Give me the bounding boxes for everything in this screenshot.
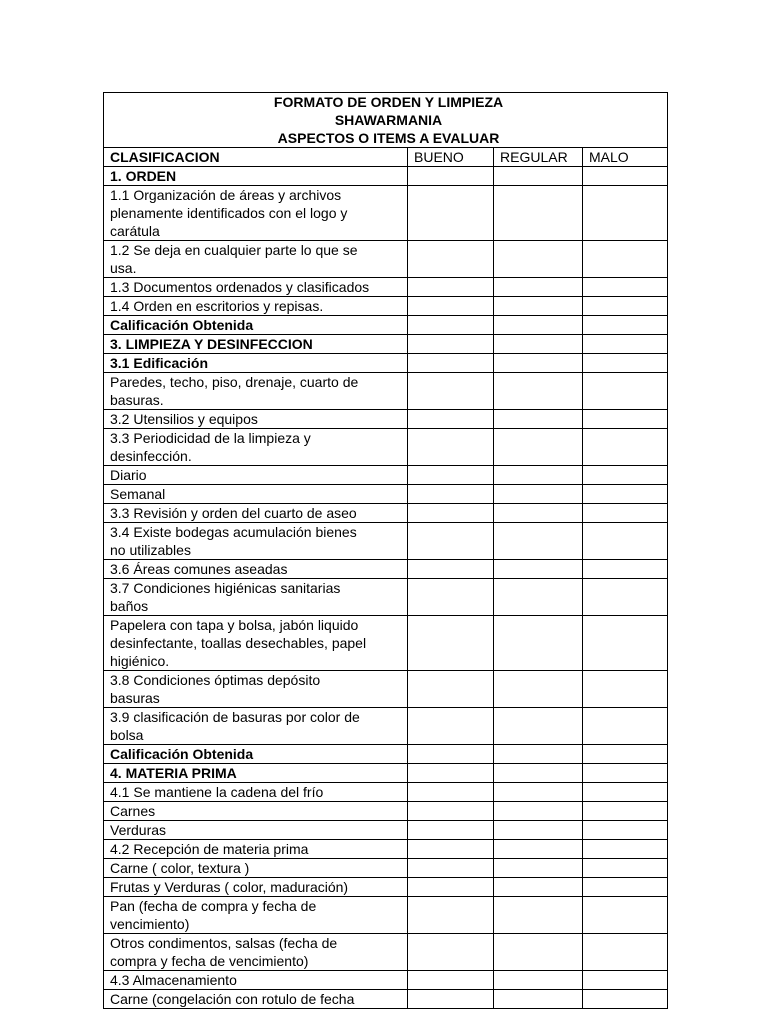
item-label-line: 4.2 Recepción de materia prima <box>110 841 309 857</box>
item-label <box>104 840 408 859</box>
rating-cell-regular[interactable] <box>494 840 583 859</box>
item-label-line: desinfección. <box>110 448 192 464</box>
item-label-line: basuras <box>110 690 160 706</box>
rating-cell-bueno[interactable] <box>408 335 494 354</box>
rating-cell-bueno[interactable] <box>408 485 494 504</box>
table-row <box>104 335 668 354</box>
rating-cell-regular[interactable] <box>494 764 583 783</box>
item-label <box>104 429 408 466</box>
item-label-line: 4. MATERIA PRIMA <box>110 765 237 781</box>
rating-cell-bueno[interactable] <box>408 297 494 316</box>
item-label-line: no utilizables <box>110 542 191 558</box>
rating-cell-malo[interactable] <box>583 354 668 373</box>
item-label <box>104 708 408 745</box>
rating-cell-regular[interactable] <box>494 167 583 186</box>
rating-cell-regular[interactable] <box>494 241 583 278</box>
evaluation-form <box>103 92 667 1009</box>
item-label <box>104 878 408 897</box>
item-label <box>104 523 408 560</box>
item-label <box>104 504 408 523</box>
item-label <box>104 802 408 821</box>
rating-cell-regular[interactable] <box>494 560 583 579</box>
rating-cell-regular[interactable] <box>494 971 583 990</box>
rating-cell-regular[interactable] <box>494 186 583 241</box>
item-label <box>104 560 408 579</box>
rating-cell-malo[interactable] <box>583 373 668 410</box>
title-line-3: ASPECTOS O ITEMS A EVALUAR <box>277 130 500 146</box>
item-label-line: Semanal <box>110 486 166 502</box>
table-row <box>104 410 668 429</box>
item-label-line: Frutas y Verduras ( color, maduración) <box>110 879 349 895</box>
rating-cell-malo[interactable] <box>583 934 668 971</box>
table-row <box>104 373 668 410</box>
column-header-regular: REGULAR <box>494 148 583 167</box>
table-row <box>104 783 668 802</box>
rating-cell-malo[interactable] <box>583 186 668 241</box>
rating-cell-malo[interactable] <box>583 504 668 523</box>
rating-cell-regular[interactable] <box>494 278 583 297</box>
item-label-line: carátula <box>110 223 160 239</box>
table-row <box>104 354 668 373</box>
rating-cell-malo[interactable] <box>583 241 668 278</box>
rating-cell-regular[interactable] <box>494 485 583 504</box>
table-row <box>104 186 668 241</box>
rating-cell-bueno[interactable] <box>408 616 494 671</box>
rating-cell-regular[interactable] <box>494 897 583 934</box>
item-label-line: 3.8 Condiciones óptimas depósito <box>110 672 321 688</box>
form-title <box>104 93 668 148</box>
rating-cell-malo[interactable] <box>583 671 668 708</box>
rating-cell-malo[interactable] <box>583 316 668 335</box>
rating-cell-regular[interactable] <box>494 429 583 466</box>
item-label-line: bolsa <box>110 727 144 743</box>
rating-cell-bueno[interactable] <box>408 167 494 186</box>
rating-cell-bueno[interactable] <box>408 934 494 971</box>
item-label <box>104 745 408 764</box>
item-label-line: 3.6 Áreas comunes aseadas <box>110 561 288 577</box>
table-row <box>104 934 668 971</box>
rating-cell-malo[interactable] <box>583 466 668 485</box>
item-label-line: Otros condimentos, salsas (fecha de <box>110 935 338 951</box>
rating-cell-regular[interactable] <box>494 523 583 560</box>
rating-cell-malo[interactable] <box>583 167 668 186</box>
rating-cell-bueno[interactable] <box>408 373 494 410</box>
table-row <box>104 278 668 297</box>
item-label-line: compra y fecha de vencimiento) <box>110 953 309 969</box>
item-label-line: Diario <box>110 467 147 483</box>
item-label <box>104 373 408 410</box>
table-row <box>104 708 668 745</box>
rating-cell-malo[interactable] <box>583 485 668 504</box>
item-label-line: Calificación Obtenida <box>110 746 254 762</box>
item-label <box>104 278 408 297</box>
rating-cell-regular[interactable] <box>494 783 583 802</box>
item-label-line: Verduras <box>110 822 167 838</box>
item-label-line: 3. LIMPIEZA Y DESINFECCION <box>110 336 313 352</box>
item-label-line: Pan (fecha de compra y fecha de <box>110 898 317 914</box>
rating-cell-bueno[interactable] <box>408 466 494 485</box>
item-label-line: usa. <box>110 260 137 276</box>
table-row <box>104 802 668 821</box>
rating-cell-regular[interactable] <box>494 410 583 429</box>
rating-cell-regular[interactable] <box>494 859 583 878</box>
rating-cell-malo[interactable] <box>583 410 668 429</box>
rating-cell-bueno[interactable] <box>408 241 494 278</box>
rating-cell-bueno[interactable] <box>408 859 494 878</box>
title-row <box>104 93 668 148</box>
rating-cell-regular[interactable] <box>494 579 583 616</box>
rating-cell-bueno[interactable] <box>408 278 494 297</box>
rating-cell-regular[interactable] <box>494 934 583 971</box>
table-row <box>104 821 668 840</box>
table-row <box>104 840 668 859</box>
table-row <box>104 878 668 897</box>
rating-cell-bueno[interactable] <box>408 971 494 990</box>
item-label-line: 3.2 Utensilios y equipos <box>110 411 258 427</box>
rating-cell-malo[interactable] <box>583 523 668 560</box>
rating-cell-malo[interactable] <box>583 335 668 354</box>
rating-cell-malo[interactable] <box>583 859 668 878</box>
item-label-line: 3.3 Periodicidad de la limpieza y <box>110 430 311 446</box>
rating-cell-bueno[interactable] <box>408 579 494 616</box>
rating-cell-malo[interactable] <box>583 429 668 466</box>
rating-cell-malo[interactable] <box>583 783 668 802</box>
item-label-line: Papelera con tapa y bolsa, jabón liquido <box>110 617 359 633</box>
table-body <box>104 93 668 1009</box>
item-label <box>104 316 408 335</box>
rating-cell-bueno[interactable] <box>408 708 494 745</box>
rating-cell-bueno[interactable] <box>408 878 494 897</box>
rating-cell-malo[interactable] <box>583 616 668 671</box>
rating-cell-regular[interactable] <box>494 354 583 373</box>
rating-cell-regular[interactable] <box>494 504 583 523</box>
rating-cell-bueno[interactable] <box>408 429 494 466</box>
table-row <box>104 485 668 504</box>
item-label-line: 1.2 Se deja en cualquier parte lo que se <box>110 242 358 258</box>
table-row <box>104 971 668 990</box>
table-row <box>104 297 668 316</box>
rating-cell-bueno[interactable] <box>408 821 494 840</box>
column-header-row <box>104 148 668 167</box>
rating-cell-regular[interactable] <box>494 821 583 840</box>
item-label-line: basuras. <box>110 392 164 408</box>
item-label-line: 3.1 Edificación <box>110 355 209 371</box>
item-label <box>104 297 408 316</box>
item-label-line: Carne ( color, textura ) <box>110 860 250 876</box>
rating-cell-malo[interactable] <box>583 840 668 859</box>
table-row <box>104 579 668 616</box>
table-row <box>104 616 668 671</box>
table-row <box>104 745 668 764</box>
rating-cell-bueno[interactable] <box>408 671 494 708</box>
rating-cell-bueno[interactable] <box>408 410 494 429</box>
table-row <box>104 429 668 466</box>
rating-cell-regular[interactable] <box>494 878 583 897</box>
item-label <box>104 783 408 802</box>
item-label-line: 1. ORDEN <box>110 168 177 184</box>
rating-cell-malo[interactable] <box>583 821 668 840</box>
item-label <box>104 859 408 878</box>
item-label <box>104 167 408 186</box>
item-label <box>104 241 408 278</box>
item-label-line: 3.9 clasificación de basuras por color de <box>110 709 360 725</box>
rating-cell-bueno[interactable] <box>408 897 494 934</box>
rating-cell-regular[interactable] <box>494 335 583 354</box>
item-label <box>104 354 408 373</box>
rating-cell-malo[interactable] <box>583 802 668 821</box>
table-row <box>104 560 668 579</box>
item-label <box>104 410 408 429</box>
rating-cell-malo[interactable] <box>583 579 668 616</box>
item-label-line: Carnes <box>110 803 156 819</box>
rating-cell-regular[interactable] <box>494 616 583 671</box>
rating-cell-bueno[interactable] <box>408 802 494 821</box>
rating-cell-bueno[interactable] <box>408 745 494 764</box>
table-row <box>104 897 668 934</box>
rating-cell-regular[interactable] <box>494 708 583 745</box>
rating-cell-malo[interactable] <box>583 708 668 745</box>
title-line-2: SHAWARMANIA <box>334 112 443 128</box>
rating-cell-bueno[interactable] <box>408 840 494 859</box>
rating-cell-bueno[interactable] <box>408 523 494 560</box>
item-label-line: 3.3 Revisión y orden del cuarto de aseo <box>110 505 357 521</box>
item-label-line: Carne (congelación con rotulo de fecha <box>110 991 355 1007</box>
item-label-line: vencimiento) <box>110 916 190 932</box>
table-row <box>104 466 668 485</box>
rating-cell-regular[interactable] <box>494 466 583 485</box>
table-row <box>104 167 668 186</box>
item-label-line: 4.3 Almacenamiento <box>110 972 237 988</box>
rating-cell-malo[interactable] <box>583 745 668 764</box>
rating-cell-regular[interactable] <box>494 671 583 708</box>
rating-cell-malo[interactable] <box>583 990 668 1009</box>
rating-cell-bueno[interactable] <box>408 354 494 373</box>
rating-cell-bueno[interactable] <box>408 990 494 1009</box>
item-label <box>104 335 408 354</box>
item-label-line: Calificación Obtenida <box>110 317 254 333</box>
item-label <box>104 934 408 971</box>
column-header-bueno: BUENO <box>408 148 494 167</box>
rating-cell-malo[interactable] <box>583 297 668 316</box>
table-row <box>104 764 668 783</box>
rating-cell-malo[interactable] <box>583 897 668 934</box>
rating-cell-malo[interactable] <box>583 560 668 579</box>
rating-cell-bueno[interactable] <box>408 316 494 335</box>
item-label <box>104 186 408 241</box>
item-label-line: higiénico. <box>110 653 170 669</box>
table-row <box>104 671 668 708</box>
item-label <box>104 616 408 671</box>
item-label <box>104 466 408 485</box>
rating-cell-malo[interactable] <box>583 278 668 297</box>
rating-cell-bueno[interactable] <box>408 186 494 241</box>
column-header-clasificacion: CLASIFICACION <box>104 148 408 167</box>
rating-cell-regular[interactable] <box>494 745 583 764</box>
rating-cell-bueno[interactable] <box>408 504 494 523</box>
rating-cell-regular[interactable] <box>494 802 583 821</box>
item-label-line: 3.4 Existe bodegas acumulación bienes <box>110 524 357 540</box>
item-label <box>104 579 408 616</box>
rating-cell-bueno[interactable] <box>408 783 494 802</box>
table-row <box>104 241 668 278</box>
item-label <box>104 485 408 504</box>
table-row <box>104 523 668 560</box>
evaluation-table <box>103 92 668 1009</box>
item-label <box>104 821 408 840</box>
rating-cell-bueno[interactable] <box>408 560 494 579</box>
item-label <box>104 990 408 1009</box>
rating-cell-malo[interactable] <box>583 878 668 897</box>
column-header-malo: MALO <box>583 148 668 167</box>
table-row <box>104 504 668 523</box>
rating-cell-malo[interactable] <box>583 764 668 783</box>
item-label <box>104 971 408 990</box>
rating-cell-regular[interactable] <box>494 373 583 410</box>
item-label <box>104 764 408 783</box>
rating-cell-regular[interactable] <box>494 990 583 1009</box>
item-label-line: baños <box>110 598 149 614</box>
item-label <box>104 897 408 934</box>
item-label <box>104 671 408 708</box>
table-row <box>104 316 668 335</box>
item-label-line: 1.4 Orden en escritorios y repisas. <box>110 298 324 314</box>
rating-cell-regular[interactable] <box>494 316 583 335</box>
item-label-line: desinfectante, toallas desechables, papel <box>110 635 367 651</box>
rating-cell-regular[interactable] <box>494 297 583 316</box>
item-label-line: 1.1 Organización de áreas y archivos <box>110 187 342 203</box>
item-label-line: 3.7 Condiciones higiénicas sanitarias <box>110 580 341 596</box>
rating-cell-bueno[interactable] <box>408 764 494 783</box>
item-label-line: plenamente identificados con el logo y <box>110 205 348 221</box>
table-row <box>104 990 668 1009</box>
title-line-1: FORMATO DE ORDEN Y LIMPIEZA <box>273 94 504 110</box>
table-row <box>104 859 668 878</box>
item-label-line: 1.3 Documentos ordenados y clasificados <box>110 279 370 295</box>
item-label-line: 4.1 Se mantiene la cadena del frío <box>110 784 324 800</box>
rating-cell-malo[interactable] <box>583 971 668 990</box>
item-label-line: Paredes, techo, piso, drenaje, cuarto de <box>110 374 359 390</box>
